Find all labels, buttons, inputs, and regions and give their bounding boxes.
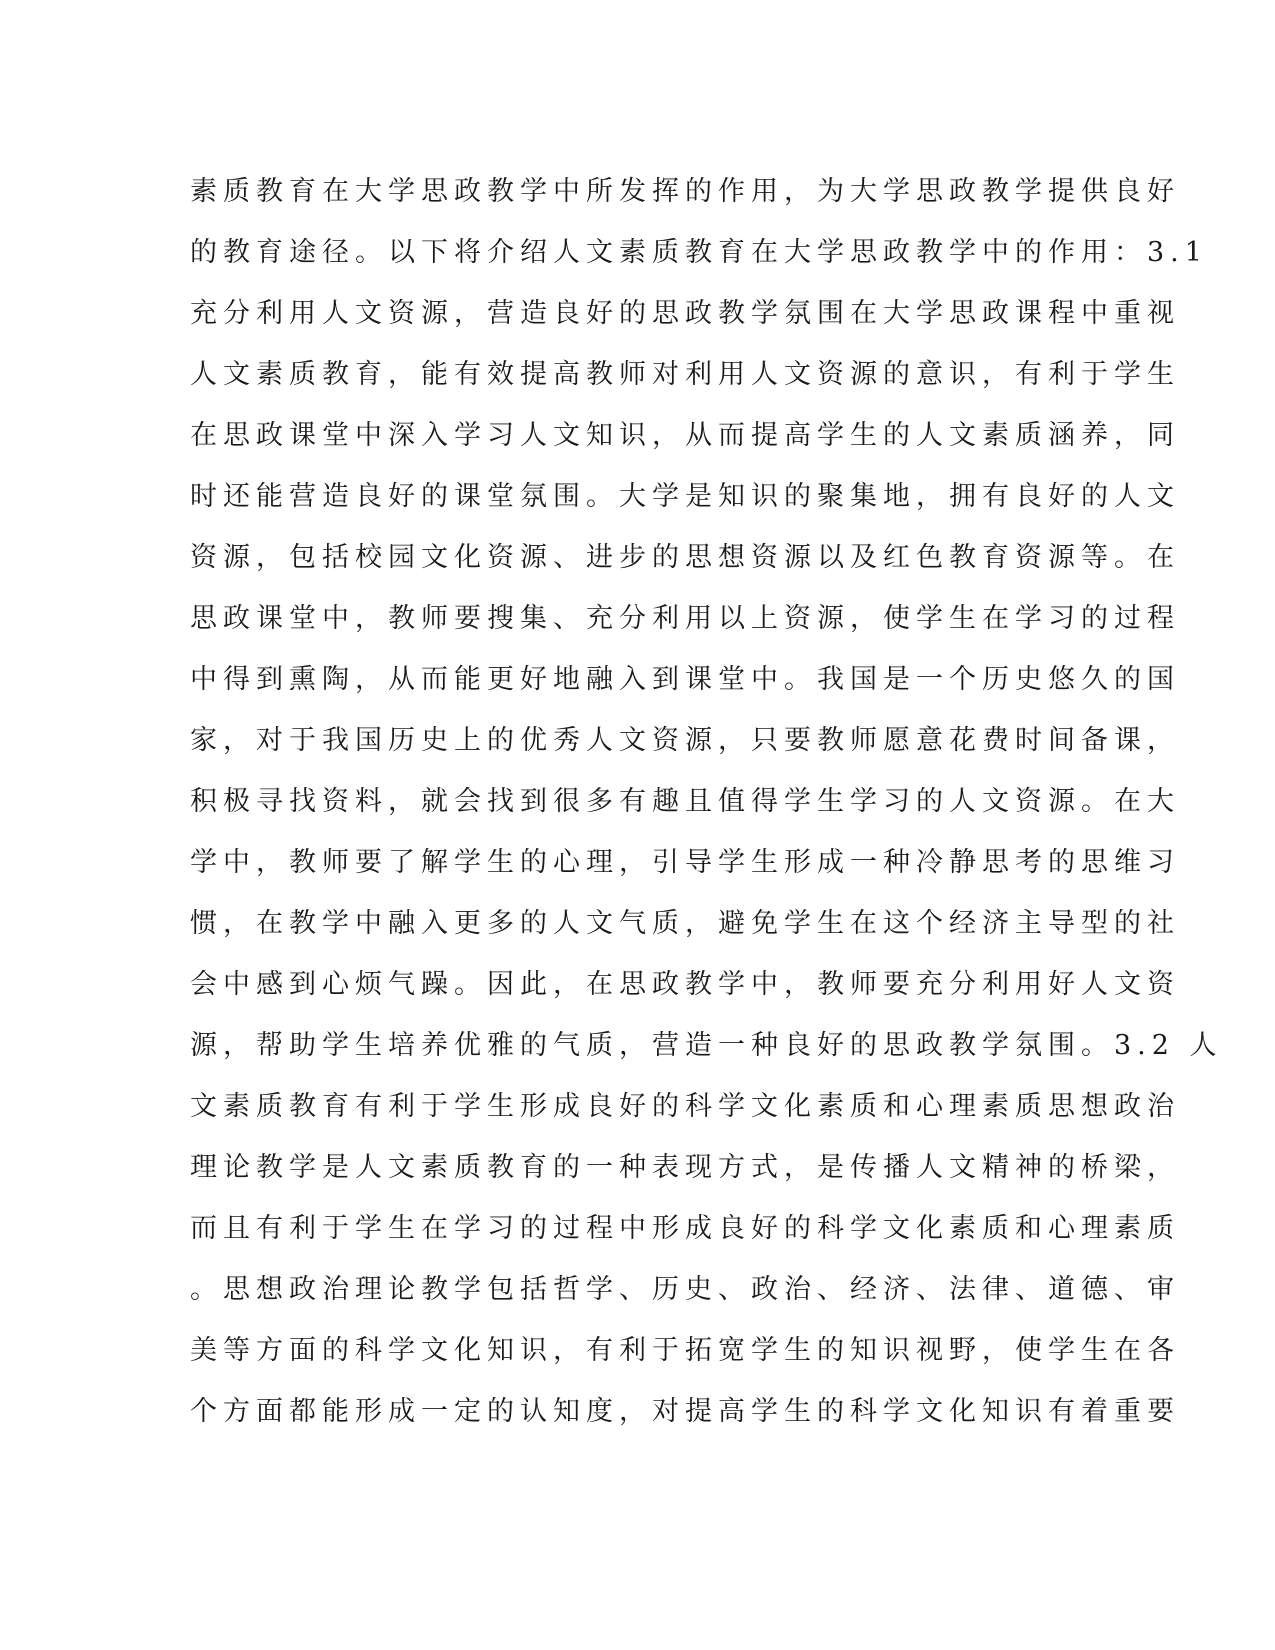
body-text	[190, 161, 1223, 1442]
text-line: 理论教学是人文素质教育的一种表现方式，是传播人文精神的桥梁，	[190, 1152, 1180, 1183]
text-line: 而且有利于学生在学习的过程中形成良好的科学文化素质和心理素质	[190, 1213, 1180, 1244]
text-line: 充分利用人文资源，营造良好的思政教学氛围在大学思政课程中重视	[190, 298, 1180, 329]
text-line: 中得到熏陶，从而能更好地融入到课堂中。我国是一个历史悠久的国	[190, 664, 1180, 695]
text-line: 会中感到心烦气躁。因此，在思政教学中，教师要充分利用好人文资	[190, 969, 1180, 1000]
text-line: 美等方面的科学文化知识，有利于拓宽学生的知识视野，使学生在各	[190, 1335, 1180, 1366]
text-line: 家，对于我国历史上的优秀人文资源，只要教师愿意花费时间备课，	[190, 725, 1180, 756]
text-line: 的教育途径。以下将介绍人文素质教育在大学思政教学中的作用：3.1	[190, 237, 1208, 268]
text-line: 资源，包括校园文化资源、进步的思想资源以及红色教育资源等。在	[190, 542, 1180, 573]
text-line: 。思想政治理论教学包括哲学、历史、政治、经济、法律、道德、审	[190, 1274, 1180, 1305]
text-line: 文素质教育有利于学生形成良好的科学文化素质和心理素质思想政治	[190, 1091, 1180, 1122]
text-line: 人文素质教育，能有效提高教师对利用人文资源的意识，有利于学生	[190, 359, 1180, 390]
text-line: 个方面都能形成一定的认知度，对提高学生的科学文化知识有着重要	[190, 1396, 1180, 1427]
text-line: 在思政课堂中深入学习人文知识，从而提高学生的人文素质涵养，同	[190, 420, 1180, 451]
text-line: 思政课堂中，教师要搜集、充分利用以上资源，使学生在学习的过程	[190, 603, 1180, 634]
text-line: 惯，在教学中融入更多的人文气质，避免学生在这个经济主导型的社	[190, 908, 1180, 939]
text-line: 时还能营造良好的课堂氛围。大学是知识的聚集地，拥有良好的人文	[190, 481, 1180, 512]
text-line: 素质教育在大学思政教学中所发挥的作用，为大学思政教学提供良好	[190, 176, 1180, 207]
text-line: 积极寻找资料，就会找到很多有趣且值得学生学习的人文资源。在大	[190, 786, 1180, 817]
text-line: 学中，教师要了解学生的心理，引导学生形成一种冷静思考的思维习	[190, 847, 1180, 878]
text-line: 源，帮助学生培养优雅的气质，营造一种良好的思政教学氛围。3.2 人	[190, 1030, 1223, 1061]
